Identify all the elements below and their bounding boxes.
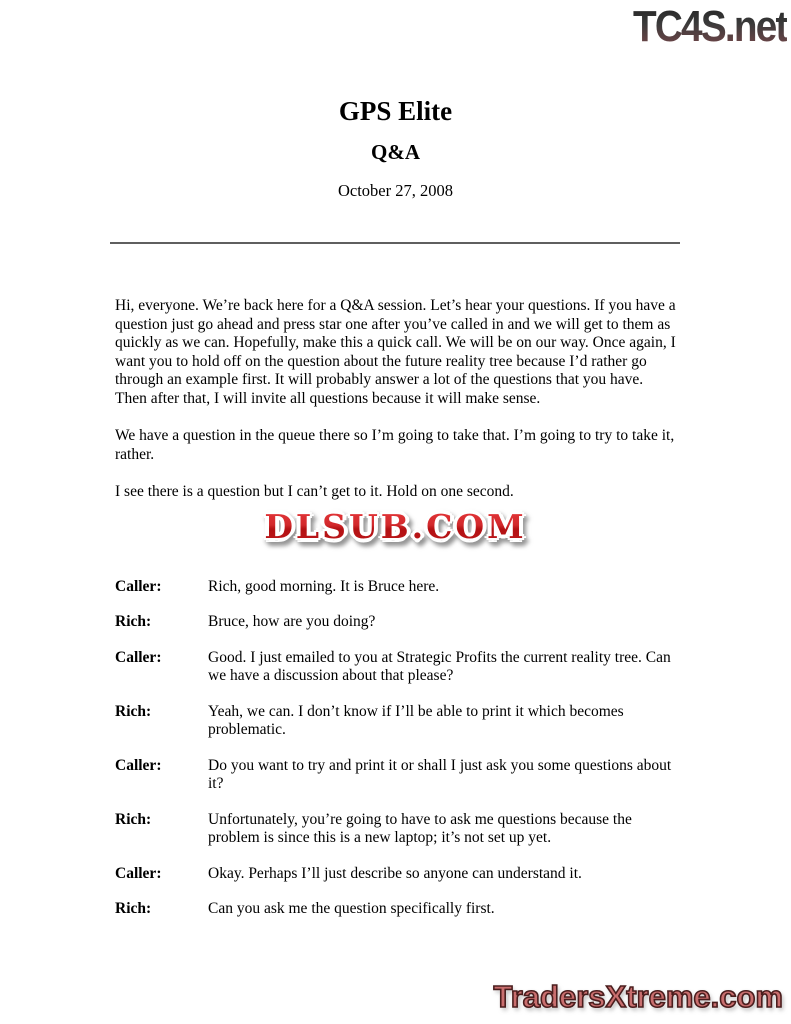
intro-paragraph-2: We have a question in the queue there so I’m going to take that. I’m going to try to take it, rather. bbox=[115, 427, 675, 463]
dlsub-watermark: DLSUB.COM bbox=[264, 506, 527, 546]
speaker-label: Rich: bbox=[115, 900, 152, 917]
dialogue-row bbox=[115, 757, 676, 794]
dialogue-row bbox=[115, 649, 676, 686]
speaker-label: Caller: bbox=[115, 648, 162, 666]
document-content bbox=[115, 0, 676, 936]
speech-text: Yeah, we can. I don’t know if I’ll be able to print it which becomes problematic. bbox=[208, 702, 624, 738]
tc4s-watermark: TC4S.net bbox=[633, 2, 787, 51]
dialogue-row bbox=[115, 811, 676, 848]
dialogue-row bbox=[115, 578, 676, 597]
speaker-label: Caller: bbox=[115, 756, 162, 774]
speaker-label: Rich: bbox=[115, 810, 152, 828]
speaker-label: Caller: bbox=[115, 864, 162, 882]
speaker-label: Caller: bbox=[115, 577, 162, 595]
horizontal-rule bbox=[110, 242, 680, 244]
dialogue-row bbox=[115, 613, 676, 632]
document-title: GPS Elite bbox=[338, 96, 453, 126]
dialogue-row bbox=[115, 865, 676, 884]
speaker-label: Rich: bbox=[115, 702, 152, 720]
dlsub-watermark-wrap bbox=[115, 506, 676, 552]
tradersxtreme-watermark: TradersXtreme.com bbox=[493, 979, 783, 1014]
dialogue-row bbox=[115, 703, 676, 740]
intro-paragraph-3: I see there is a question but I can’t get to it. Hold on one second. bbox=[115, 483, 514, 500]
speech-text: Can you ask me the question specifically first. bbox=[208, 900, 495, 917]
speech-text: Rich, good morning. It is Bruce here. bbox=[208, 577, 440, 595]
document-date: October 27, 2008 bbox=[337, 181, 454, 200]
intro-paragraph-1: Hi, everyone. We’re back here for a Q&A session. Let’s hear your questions. If you have a question just go ahead and press star one after you’ve called in and we will get to them as quickly as we can. Hopefully, make this a quick call. We will be on our way. Once again, I want you to hold off on the question about the future reality tree because I’d rather go through an example first. It will probably answer a lot of the questions that you have. Then after that, I will invite all questions because it will make sense. bbox=[115, 297, 676, 407]
speech-text: Do you want to try and print it or shall I just ask you some questions about it? bbox=[208, 756, 672, 792]
document-subtitle: Q&A bbox=[371, 140, 420, 164]
speech-text: Okay. Perhaps I’ll just describe so anyone can understand it. bbox=[208, 864, 582, 882]
speech-text: Bruce, how are you doing? bbox=[208, 613, 376, 630]
speaker-label: Rich: bbox=[115, 613, 152, 630]
speech-text: Good. I just emailed to you at Strategic Profits the current reality tree. Can we have a discussion about that please? bbox=[208, 648, 671, 684]
dialogue-section bbox=[115, 578, 676, 919]
dialogue-row bbox=[115, 900, 676, 919]
speech-text: Unfortunately, you’re going to have to ask me questions because the problem is since this is a new laptop; it’s not set up yet. bbox=[208, 810, 632, 846]
